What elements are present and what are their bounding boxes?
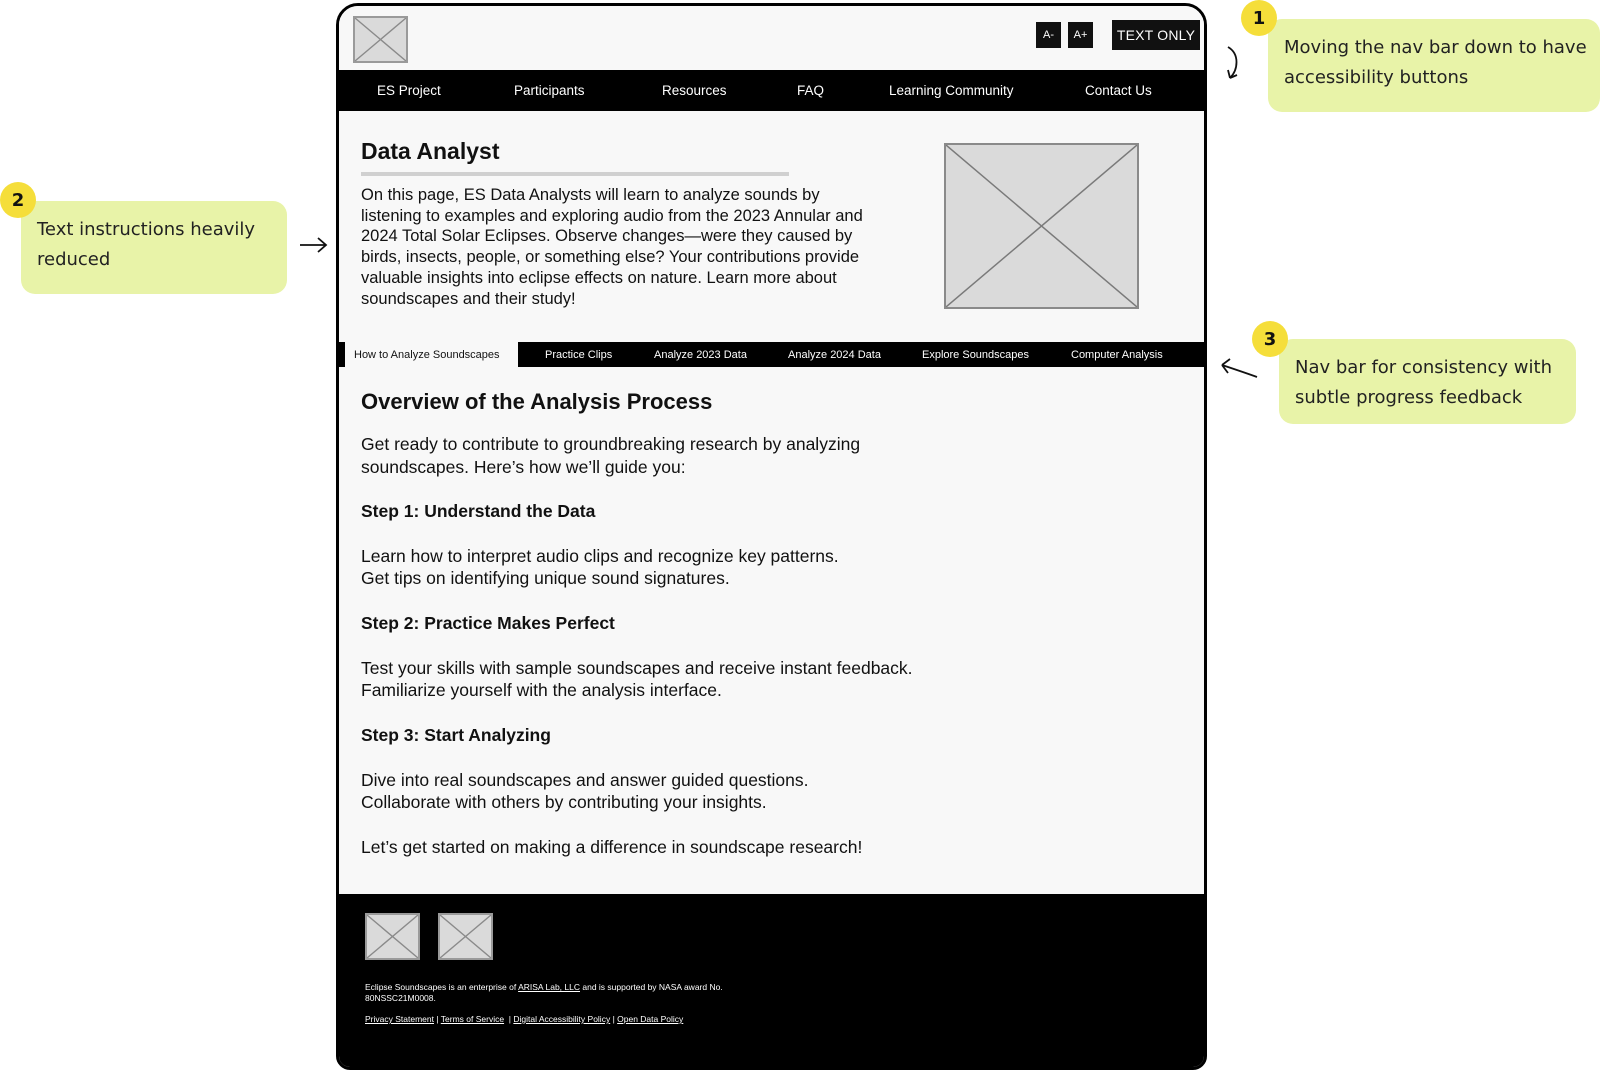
- wireframe-frame: [336, 3, 1207, 1070]
- right-arrow-icon: [298, 234, 330, 256]
- hero-description: On this page, ES Data Analysts will learn to analyze sounds by listening to examples and exploring audio from the 2023 Annular and 2024 Total Solar Eclipses. Observe changes—were they caused by birds, insects, people, or something else? Your contributions provide valuable insights into eclipse effects on nature. Learn more about soundscapes and their study!: [361, 186, 863, 308]
- accessibility-policy-link[interactable]: Digital Accessibility Policy: [513, 1014, 611, 1024]
- open-data-policy-link[interactable]: Open Data Policy: [617, 1014, 684, 1024]
- annotation-1-badge: 1: [1241, 0, 1277, 36]
- analysis-sub-nav: [339, 342, 1204, 367]
- privacy-statement-link[interactable]: Privacy Statement: [365, 1014, 434, 1024]
- step-1-line-2: Get tips on identifying unique sound signatures.: [361, 568, 730, 588]
- partner-logo-placeholder-icon: [365, 913, 420, 960]
- hero-image-placeholder-icon: [944, 143, 1139, 309]
- closing-text: Let’s get started on making a difference in soundscape research!: [361, 837, 863, 857]
- annotation-1: [1268, 19, 1600, 112]
- step-2-line-2: Familiarize yourself with the analysis interface.: [361, 680, 722, 700]
- terms-of-service-link[interactable]: Terms of Service: [440, 1014, 505, 1024]
- footer: [339, 894, 1204, 1070]
- nav-item-faq[interactable]: FAQ: [797, 83, 825, 98]
- increase-text-size-button[interactable]: A+: [1068, 22, 1093, 48]
- annotation-1-text: Moving the nav bar down to have accessibility buttons: [1284, 37, 1587, 88]
- footer-links: Privacy Statement | Terms of Service | Digital Accessibility Policy | Open Data Policy: [365, 1014, 684, 1024]
- footer-credit: [365, 982, 785, 1004]
- annotation-2-badge: 2: [0, 182, 36, 218]
- annotation-3: [1279, 339, 1576, 424]
- left-arrow-icon: [1216, 355, 1260, 383]
- annotation-3-text: Nav bar for consistency with subtle progress feedback: [1295, 357, 1552, 408]
- intro-text: Get ready to contribute to groundbreaking research by analyzing soundscapes. Here’s how we’ll guide you:: [361, 434, 861, 477]
- tab-how-to-analyze[interactable]: How to Analyze Soundscapes: [345, 342, 518, 367]
- nav-item-resources[interactable]: Resources: [662, 83, 727, 98]
- footer-credit-prefix: Eclipse Soundscapes is an enterprise of: [365, 982, 519, 992]
- step-3-title: Step 3: Start Analyzing: [361, 725, 551, 745]
- step-1-line-1: Learn how to interpret audio clips and recognize key patterns.: [361, 546, 839, 566]
- tab-practice-clips[interactable]: Practice Clips: [545, 348, 613, 361]
- footer-credit-suffix: and is supported by NASA award No. 80NSSC21M0008.: [365, 982, 723, 1003]
- annotation-3-badge: 3: [1252, 321, 1288, 357]
- decrease-text-size-button[interactable]: A-: [1036, 22, 1061, 48]
- step-3-line-1: Dive into real soundscapes and answer guided questions.: [361, 770, 809, 790]
- annotation-2-text: Text instructions heavily reduced: [37, 219, 256, 270]
- annotation-2: [21, 201, 287, 294]
- step-2-line-1: Test your skills with sample soundscapes and receive instant feedback.: [361, 658, 913, 678]
- logo-placeholder-icon[interactable]: [353, 16, 408, 63]
- section-title: Overview of the Analysis Process: [361, 389, 713, 414]
- tab-analyze-2024[interactable]: Analyze 2024 Data: [788, 348, 881, 361]
- step-2-title: Step 2: Practice Makes Perfect: [361, 613, 615, 633]
- text-only-button[interactable]: TEXT ONLY: [1112, 20, 1200, 50]
- arisa-lab-link[interactable]: ARISA Lab, LLC: [518, 982, 580, 992]
- top-bar: [339, 6, 1204, 70]
- curved-arrow-icon: [1222, 44, 1248, 84]
- tab-computer-analysis[interactable]: Computer Analysis: [1071, 348, 1163, 361]
- nav-item-contact-us[interactable]: Contact Us: [1085, 83, 1152, 98]
- nav-item-es-project[interactable]: ES Project: [377, 83, 441, 98]
- step-3-line-2: Collaborate with others by contributing your insights.: [361, 792, 767, 812]
- page-title: Data Analyst: [361, 138, 500, 164]
- nav-item-participants[interactable]: Participants: [514, 83, 585, 98]
- title-divider: [361, 172, 789, 176]
- main-nav: [339, 70, 1204, 111]
- tab-analyze-2023[interactable]: Analyze 2023 Data: [654, 348, 747, 361]
- sponsor-logo-placeholder-icon: [438, 913, 493, 960]
- tab-explore-soundscapes[interactable]: Explore Soundscapes: [922, 348, 1030, 361]
- nav-item-learning-community[interactable]: Learning Community: [889, 83, 1014, 98]
- step-1-title: Step 1: Understand the Data: [361, 501, 596, 521]
